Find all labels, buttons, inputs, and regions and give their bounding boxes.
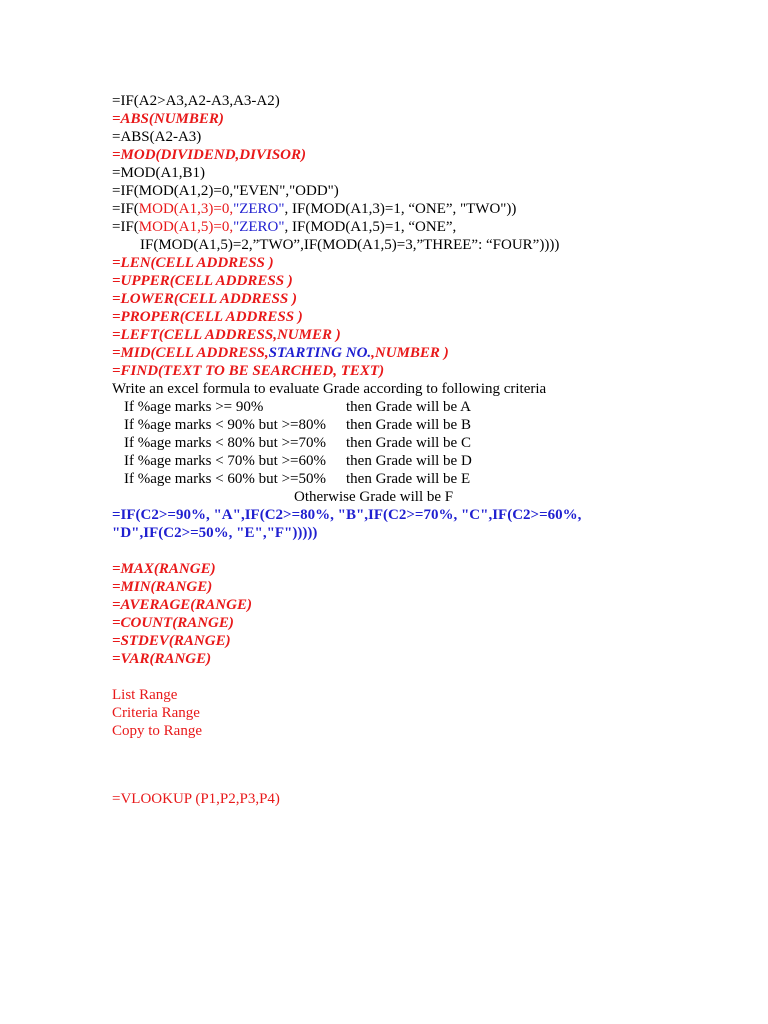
min-syntax: =MIN(RANGE) (112, 579, 213, 595)
formula-mod3-part2: MOD(A1,3)=0, (138, 201, 234, 217)
var-syntax: =VAR(RANGE) (112, 651, 212, 667)
grade-formula-line1: =IF(C2>=90%, "A",IF(C2>=80%, "B",IF(C2>=70%, "C",IF(C2>=60%, (112, 507, 582, 523)
max-syntax: =MAX(RANGE) (112, 561, 216, 577)
grade-question: Write an excel formula to evaluate Grade according to following criteria (112, 381, 547, 397)
formula-mod3-part1: =IF( (112, 201, 139, 217)
mid-syntax-part1: =MID(CELL ADDRESS, (112, 345, 269, 361)
formula-mod5 (112, 218, 732, 236)
formula-mod3-part3: "ZERO" (233, 201, 285, 217)
upper-syntax: =UPPER(CELL ADDRESS ) (112, 273, 293, 289)
formula-even-odd: =IF(MOD(A1,2)=0,"EVEN","ODD") (112, 183, 339, 199)
lower-syntax: =LOWER(CELL ADDRESS ) (112, 291, 297, 307)
spacer (112, 740, 732, 790)
formula-mod3 (112, 200, 732, 218)
criterion-condition: If %age marks < 60% but >=50% (124, 471, 326, 487)
grade-criterion (112, 416, 732, 434)
document-content (112, 92, 732, 808)
abs-syntax: =ABS(NUMBER) (112, 111, 224, 127)
formula-mod5-part3: "ZERO" (233, 219, 285, 235)
grade-criterion (112, 434, 732, 452)
formula-mod5-part4: , IF(MOD(A1,5)=1, “ONE”, (284, 219, 457, 235)
criterion-condition: If %age marks < 80% but >=70% (124, 435, 326, 451)
len-syntax: =LEN(CELL ADDRESS ) (112, 255, 274, 271)
formula-mod5-continued: IF(MOD(A1,5)=2,”TWO”,IF(MOD(A1,5)=3,”THREE”: “FOUR”)))) (140, 237, 560, 253)
count-syntax: =COUNT(RANGE) (112, 615, 234, 631)
criterion-result: then Grade will be B (346, 417, 471, 433)
left-syntax: =LEFT(CELL ADDRESS,NUMER ) (112, 327, 341, 343)
mod-syntax: =MOD(DIVIDEND,DIVISOR) (112, 147, 306, 163)
formula-abs: =ABS(A2-A3) (112, 129, 202, 145)
grade-formula-line2: "D",IF(C2>=50%, "E","F"))))) (112, 525, 318, 541)
grade-otherwise: Otherwise Grade will be F (294, 489, 454, 505)
grade-criterion (112, 398, 732, 416)
list-range-label: List Range (112, 687, 178, 703)
criterion-result: then Grade will be D (346, 453, 472, 469)
find-syntax: =FIND(TEXT TO BE SEARCHED, TEXT) (112, 363, 385, 379)
proper-syntax: =PROPER(CELL ADDRESS ) (112, 309, 303, 325)
spacer (112, 668, 732, 686)
spacer (112, 542, 732, 560)
criterion-result: then Grade will be E (346, 471, 471, 487)
formula-mod5-part2: MOD(A1,5)=0, (138, 219, 234, 235)
stdev-syntax: =STDEV(RANGE) (112, 633, 231, 649)
mid-syntax-part2: STARTING NO. (268, 345, 372, 361)
formula-mod5-part1: =IF( (112, 219, 139, 235)
mid-syntax (112, 344, 732, 362)
formula-if-difference: =IF(A2>A3,A2-A3,A3-A2) (112, 93, 280, 109)
grade-criterion (112, 452, 732, 470)
formula-mod3-part4: , IF(MOD(A1,3)=1, “ONE”, "TWO")) (284, 201, 517, 217)
average-syntax: =AVERAGE(RANGE) (112, 597, 252, 613)
criterion-condition: If %age marks < 70% but >=60% (124, 453, 326, 469)
vlookup-syntax: =VLOOKUP (P1,P2,P3,P4) (112, 791, 280, 807)
criterion-condition: If %age marks >= 90% (124, 399, 264, 415)
copy-to-range-label: Copy to Range (112, 723, 202, 739)
criterion-result: then Grade will be C (346, 435, 471, 451)
grade-criterion (112, 470, 732, 488)
criteria-range-label: Criteria Range (112, 705, 200, 721)
criterion-result: then Grade will be A (346, 399, 471, 415)
mid-syntax-part3: ,NUMBER ) (371, 345, 449, 361)
formula-mod: =MOD(A1,B1) (112, 165, 206, 181)
criterion-condition: If %age marks < 90% but >=80% (124, 417, 326, 433)
